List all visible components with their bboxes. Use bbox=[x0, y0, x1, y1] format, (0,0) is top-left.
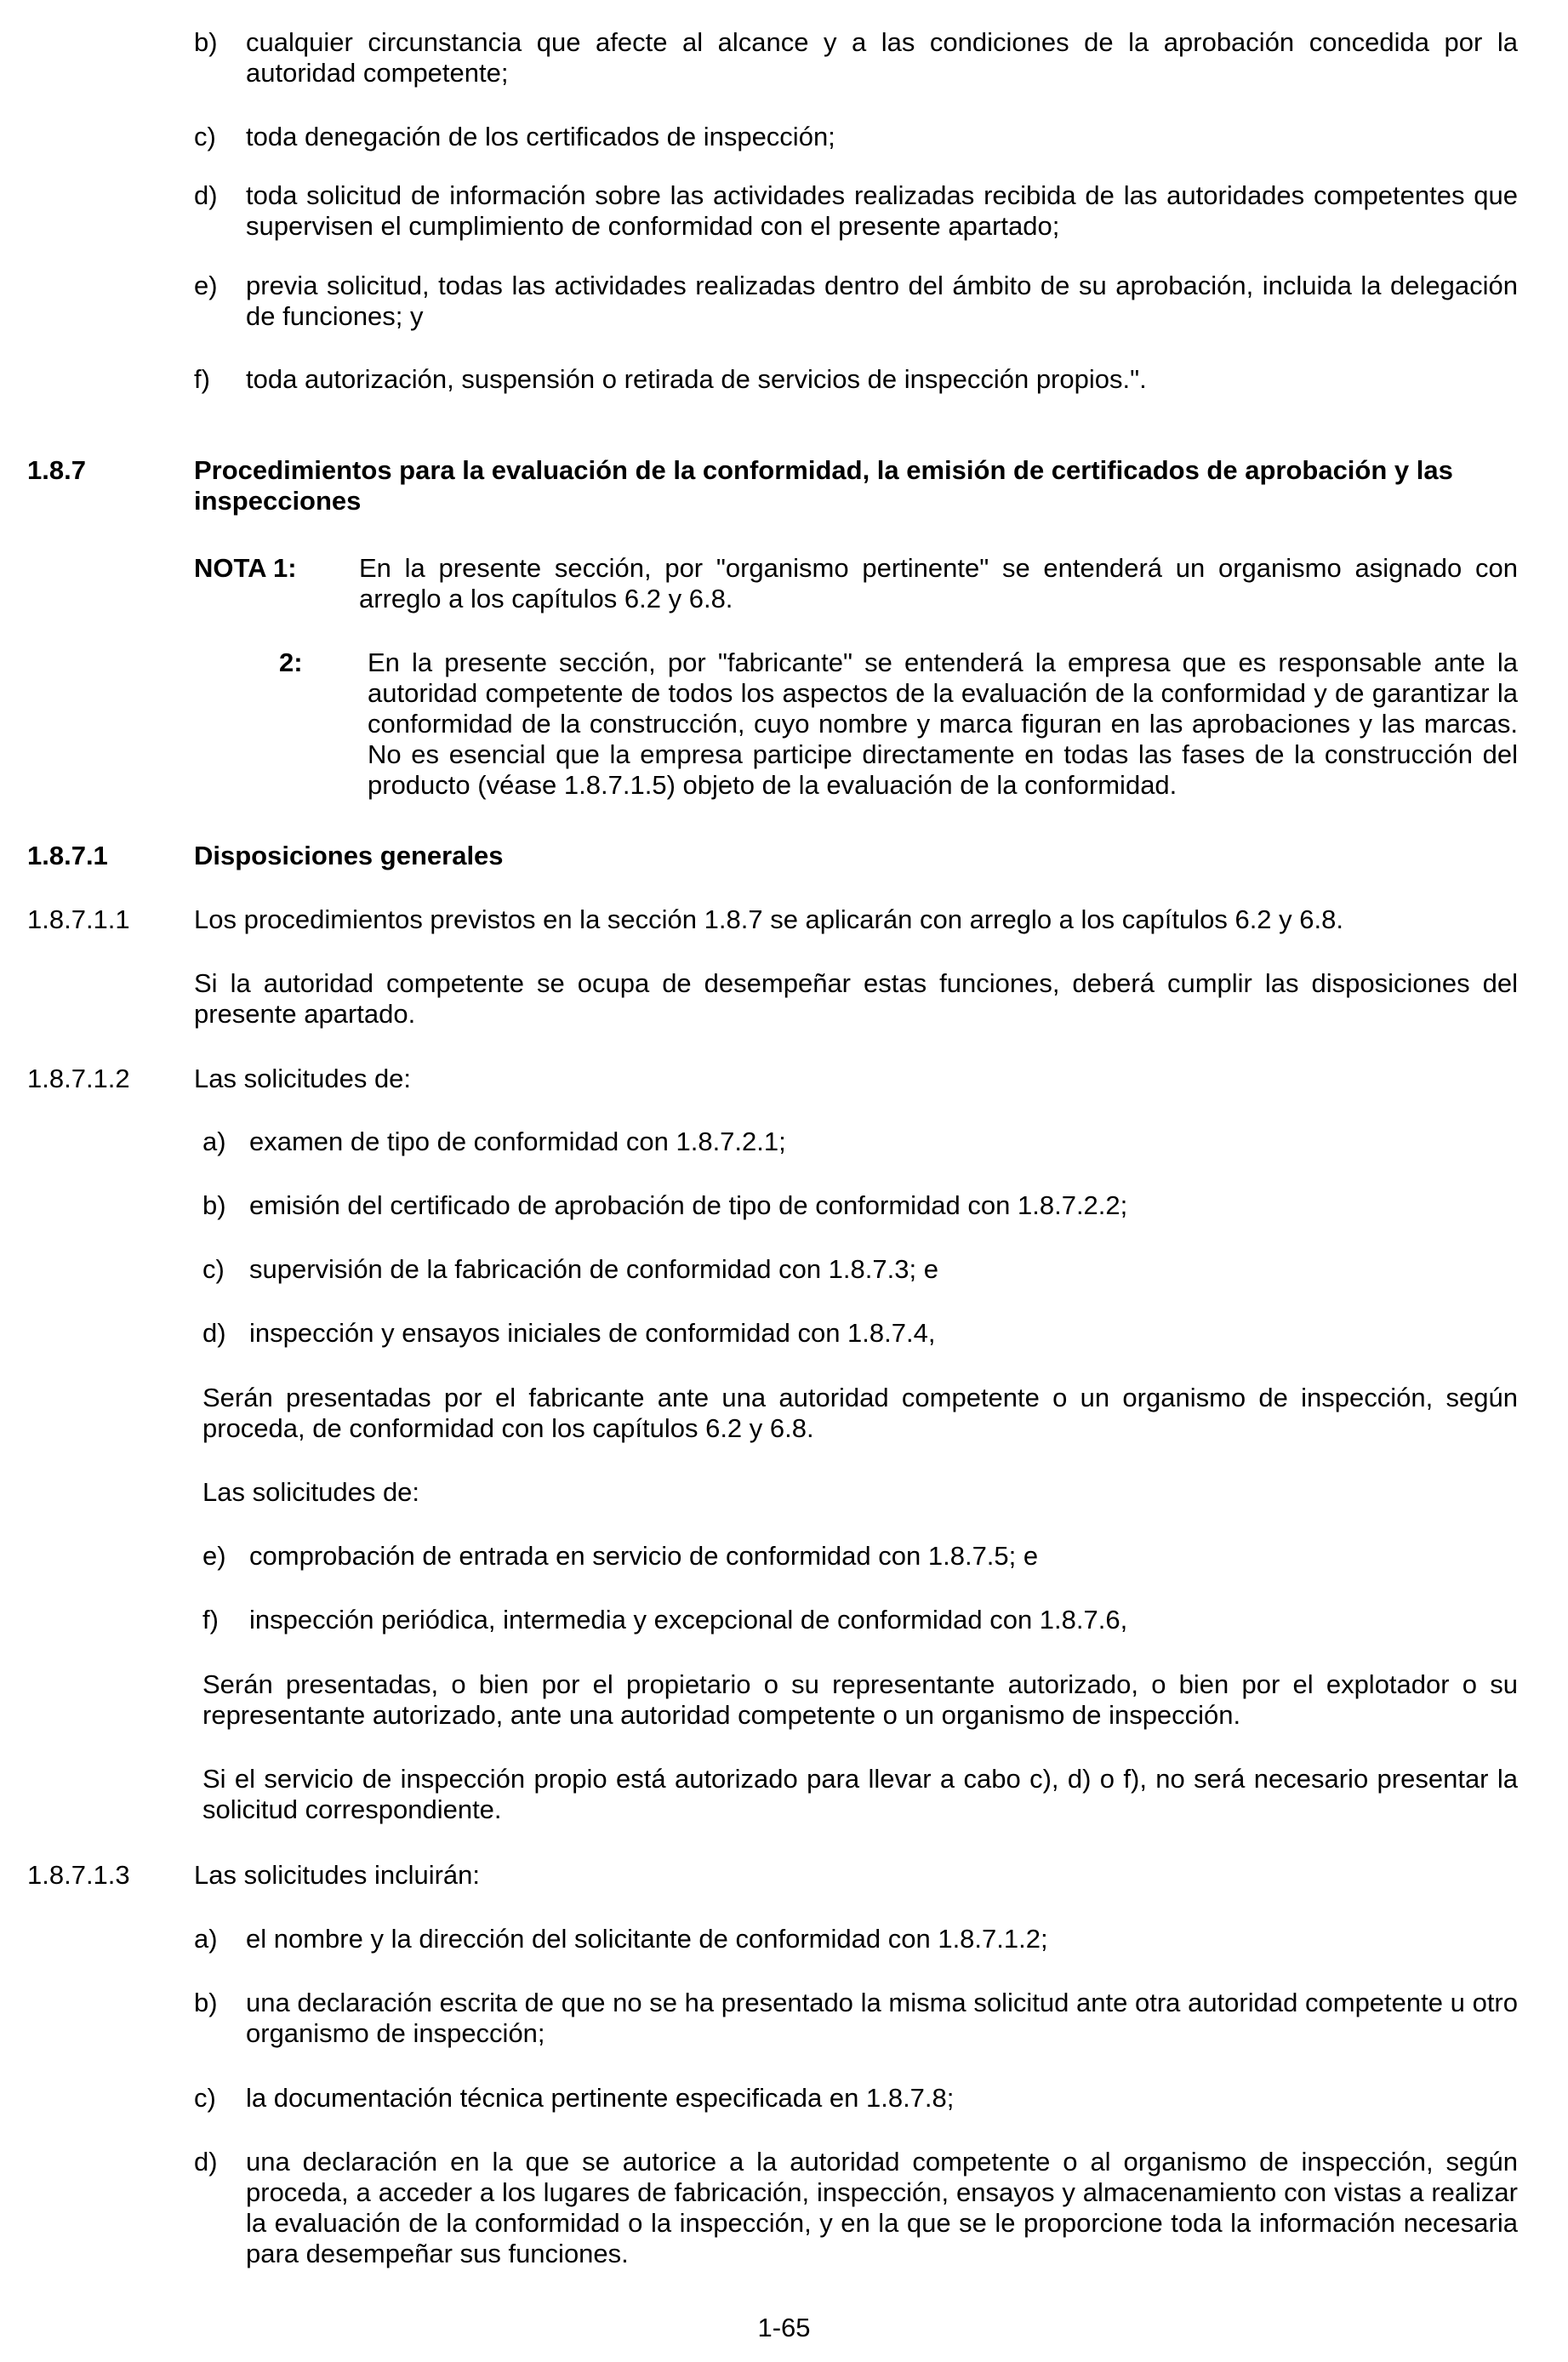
list-item-label: d) bbox=[194, 180, 218, 210]
paragraph: Las solicitudes de: bbox=[194, 1064, 412, 1093]
list-item-text: comprobación de entrada en servicio de conformidad con 1.8.7.5; e bbox=[249, 1541, 1039, 1571]
paragraph: Si la autoridad competente se ocupa de desempeñar estas funciones, deberá cumplir las disposiciones del presente apartado. bbox=[194, 968, 1518, 1029]
list-item-text: toda autorización, suspensión o retirada de servicios de inspección propios.". bbox=[246, 364, 1147, 394]
section-number: 1.8.7 bbox=[27, 455, 86, 485]
list-item-label: b) bbox=[202, 1190, 226, 1220]
list-item-text: emisión del certificado de aprobación de tipo de conformidad con 1.8.7.2.2; bbox=[249, 1190, 1128, 1220]
list-item-label: b) bbox=[194, 1988, 218, 2017]
list-item-text: toda solicitud de información sobre las actividades realizadas recibida de las autoridades competentes que supervisen el cumplimiento de conformidad con el presente apartado; bbox=[246, 180, 1518, 241]
list-item-text: inspección periódica, intermedia y excepcional de conformidad con 1.8.7.6, bbox=[249, 1605, 1128, 1635]
list-item-label: c) bbox=[194, 2083, 216, 2113]
list-item-text: una declaración en la que se autorice a la autoridad competente o al organismo de inspección, según proceda, a acceder a los lugares de fabricación, inspección, ensayos y almacenamiento con vistas a realizar la evaluación de la conformidad o la inspección, y en la que se le proporcione toda la información necesaria para desempeñar sus funciones. bbox=[246, 2147, 1518, 2268]
list-item-text: toda denegación de los certificados de inspección; bbox=[246, 122, 835, 151]
section-number: 1.8.7.1.1 bbox=[27, 904, 130, 934]
list-item-text: supervisión de la fabricación de conformidad con 1.8.7.3; e bbox=[249, 1254, 938, 1284]
paragraph: Los procedimientos previstos en la sección 1.8.7 se aplicarán con arreglo a los capítulos 6.2 y 6.8. bbox=[194, 904, 1343, 934]
note-label: 2: bbox=[279, 648, 303, 677]
list-item-label: e) bbox=[202, 1541, 226, 1571]
list-item-label: f) bbox=[194, 364, 210, 394]
list-item-label: d) bbox=[194, 2147, 218, 2177]
list-item-text: la documentación técnica pertinente especificada en 1.8.7.8; bbox=[246, 2083, 955, 2113]
paragraph: Si el servicio de inspección propio está autorizado para llevar a cabo c), d) o f), no será necesario presentar la solicitud correspondiente. bbox=[202, 1764, 1518, 1824]
section-number: 1.8.7.1 bbox=[27, 841, 108, 870]
list-item-text: examen de tipo de conformidad con 1.8.7.2.1; bbox=[249, 1127, 786, 1156]
paragraph: Serán presentadas, o bien por el propietario o su representante autorizado, o bien por el explotador o su representante autorizado, ante una autoridad competente o un organismo de inspección. bbox=[202, 1669, 1518, 1730]
list-item-label: e) bbox=[194, 271, 218, 300]
list-item-text: inspección y ensayos iniciales de conformidad con 1.8.7.4, bbox=[249, 1318, 936, 1348]
section-heading: Procedimientos para la evaluación de la conformidad, la emisión de certificados de aprobación y las inspecciones bbox=[194, 455, 1453, 516]
section-number: 1.8.7.1.2 bbox=[27, 1064, 130, 1093]
list-item-label: a) bbox=[202, 1127, 226, 1156]
section-heading: Disposiciones generales bbox=[194, 841, 504, 870]
note-label: NOTA 1: bbox=[194, 553, 297, 583]
note-text: En la presente sección, por "organismo pertinente" se entenderá un organismo asignado con arreglo a los capítulos 6.2 y 6.8. bbox=[359, 553, 1518, 613]
list-item-label: d) bbox=[202, 1318, 226, 1348]
section-number: 1.8.7.1.3 bbox=[27, 1860, 130, 1890]
paragraph: Serán presentadas por el fabricante ante una autoridad competente o un organismo de inspección, según proceda, de conformidad con los capítulos 6.2 y 6.8. bbox=[202, 1383, 1518, 1443]
list-item-label: c) bbox=[202, 1254, 225, 1284]
page-number: 1-65 bbox=[757, 2313, 811, 2342]
list-item-label: b) bbox=[194, 27, 218, 57]
note-text: En la presente sección, por "fabricante" se entenderá la empresa que es responsable ante la autoridad competente de todos los aspectos de la evaluación de la conformidad y de garantizar la conformidad de la construcción, cuyo nombre y marca figuran en las aprobaciones y las marcas. No es esencial que la empresa participe directamente en todas las fases de la construcción del producto (véase 1.8.7.1.5) objeto de la evaluación de la conformidad. bbox=[368, 648, 1518, 800]
list-item-label: a) bbox=[194, 1924, 218, 1954]
list-item-label: f) bbox=[202, 1605, 219, 1635]
list-item-text: una declaración escrita de que no se ha presentado la misma solicitud ante otra autoridad competente u otro organismo de inspección; bbox=[246, 1988, 1518, 2048]
list-item-text: el nombre y la dirección del solicitante de conformidad con 1.8.7.1.2; bbox=[246, 1924, 1048, 1954]
list-item-text: cualquier circunstancia que afecte al alcance y a las condiciones de la aprobación concedida por la autoridad competente; bbox=[246, 27, 1518, 88]
paragraph: Las solicitudes incluirán: bbox=[194, 1860, 481, 1890]
list-item-text: previa solicitud, todas las actividades realizadas dentro del ámbito de su aprobación, incluida la delegación de funciones; y bbox=[246, 271, 1518, 331]
paragraph: Las solicitudes de: bbox=[202, 1477, 420, 1507]
list-item-label: c) bbox=[194, 122, 216, 151]
